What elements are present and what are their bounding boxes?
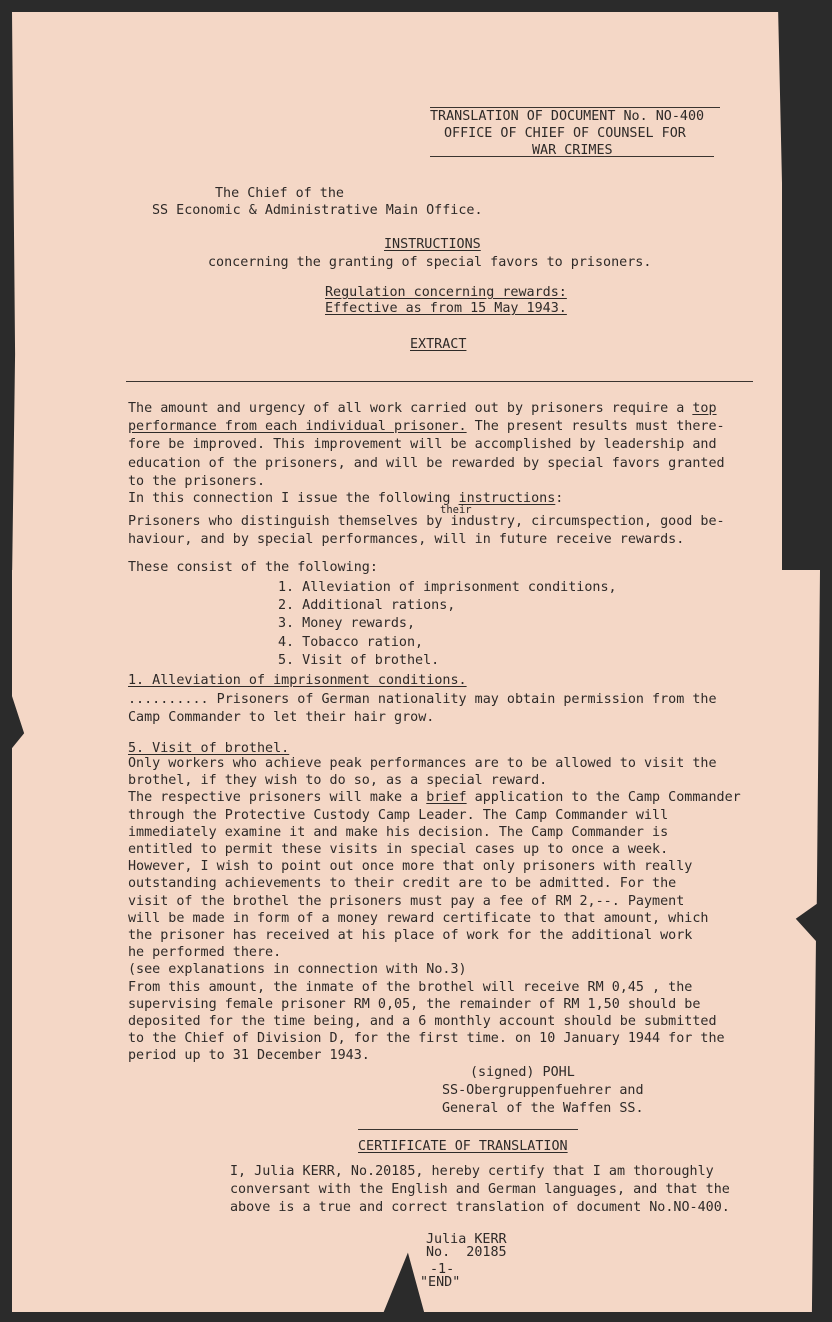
header-bottom-rule — [430, 156, 714, 157]
section-5-line-4: through the Protective Custody Camp Leader. The Camp Commander will — [128, 807, 669, 823]
section-1-line-1: .......... Prisoners of German nationality may obtain permission from the — [128, 692, 717, 707]
section-1-heading: 1. Alleviation of imprisonment conditions. — [128, 673, 467, 688]
intro-paragraph-3 — [128, 513, 725, 549]
certificate-line-3: above is a true and correct translation of document No.NO-400. — [230, 1200, 730, 1216]
signature-rank: SS-Obergruppenfuehrer and — [442, 1083, 644, 1098]
intro-line-5: to the prisoners. — [128, 473, 266, 489]
reward-list-item-2: 2. Additional rations, — [278, 598, 456, 614]
header-line-1: TRANSLATION OF DOCUMENT No. NO-400 — [430, 109, 705, 124]
reward-list — [278, 579, 617, 670]
header-line-2: OFFICE OF CHIEF OF COUNSEL FOR — [444, 126, 686, 141]
reward-list-item-1: 1. Alleviation of imprisonment conditions, — [278, 580, 617, 595]
certificate-name: Julia KERR — [426, 1232, 507, 1247]
section-5-line-13: (see explanations in connection with No.3) — [128, 962, 467, 978]
section-5-line-14: From this amount, the inmate of the brothel will receive RM 0,45 , the — [128, 979, 693, 995]
intro-paragraph-4: These consist of the following: — [128, 560, 378, 575]
signature-title: General of the Waffen SS. — [442, 1101, 644, 1116]
regulation-line-1: Regulation concerning rewards: — [325, 285, 567, 300]
section-5-line-10: will be made in form of a money reward certificate to that amount, which — [128, 910, 709, 926]
certificate-top-rule — [358, 1129, 578, 1130]
section-5-line-5: immediately examine it and make his decision. The Camp Commander is — [128, 824, 669, 840]
intro-paragraph-1 — [128, 400, 725, 491]
end-marker: "END" — [420, 1275, 461, 1290]
section-5-line-8: outstanding achievements to their credit are to be admitted. For the — [128, 876, 677, 892]
intro-line-2b: The present results must there- — [466, 419, 725, 435]
section-5-heading: 5. Visit of brothel. — [128, 741, 290, 756]
certificate-body — [230, 1163, 730, 1218]
section-5-line-16: deposited for the time being, and a 6 monthly account should be submitted — [128, 1014, 717, 1030]
intro-paragraph-2 — [128, 490, 563, 508]
reward-list-item-4: 4. Tobacco ration, — [278, 634, 424, 650]
section-5-line-12: he performed there. — [128, 945, 282, 961]
regulation-line-2: Effective as from 15 May 1943. — [325, 301, 567, 316]
intro-line-4: education of the prisoners, and will be rewarded by special favors granted — [128, 455, 725, 471]
section-5-line-2: brothel, if they wish to do so, as a special reward. — [128, 773, 548, 789]
intro-p2-a: In this connection I issue the following — [128, 491, 459, 506]
intro-p3-line-2: haviour, and by special performances, will in future receive rewards. — [128, 532, 685, 548]
section-5-line-1: Only workers who achieve peak performances are to be allowed to visit the — [128, 756, 717, 771]
section-5-line-3c: application to the Camp Commander — [466, 790, 741, 806]
certificate-number: No. 20185 — [426, 1245, 507, 1260]
sender-line-2: SS Economic & Administrative Main Office. — [152, 203, 483, 218]
reward-list-item-3: 3. Money rewards, — [278, 616, 416, 632]
intro-p2-colon: : — [555, 491, 564, 506]
section-5-line-17: to the Chief of Division D, for the first time. on 10 January 1944 for the — [128, 1031, 725, 1047]
certificate-line-2: conversant with the English and German languages, and that the — [230, 1182, 730, 1198]
certificate-heading: CERTIFICATE OF TRANSLATION — [358, 1139, 568, 1154]
section-5-line-3a: The respective prisoners will make a — [128, 790, 427, 806]
reward-list-item-5: 5. Visit of brothel. — [278, 652, 440, 668]
handwritten-insert-their: their — [440, 504, 472, 516]
intro-p3-line-1: Prisoners who distinguish themselves by industry, circumspection, good be- — [128, 514, 725, 529]
section-5-body — [128, 755, 741, 1065]
intro-line-1a: The amount and urgency of all work carried out by prisoners require a — [128, 401, 693, 416]
intro-top-word: top — [692, 401, 717, 416]
section-5-line-9: visit of the brothel the prisoners must pay a fee of RM 2,--. Payment — [128, 893, 685, 909]
section-5-line-18: period up to 31 December 1943. — [128, 1048, 370, 1064]
certificate-line-1: I, Julia KERR, No.20185, hereby certify that I am thoroughly — [230, 1164, 714, 1179]
section-5-line-6: entitled to permit these visits in special cases up to once a week. — [128, 842, 669, 858]
section-5-brief-word: brief — [426, 790, 467, 806]
intro-p2-instructions: instructions — [458, 491, 556, 506]
extract-rule — [126, 381, 753, 382]
sender-line-1: The Chief of the — [215, 186, 344, 201]
page-number: -1- — [430, 1262, 455, 1277]
section-5-line-7: However, I wish to point out once more that only prisoners with really — [128, 859, 693, 875]
section-5-line-15: supervising female prisoner RM 0,05, the remainder of RM 1,50 should be — [128, 996, 701, 1012]
section-1-body — [128, 691, 717, 727]
instructions-title: INSTRUCTIONS — [384, 237, 481, 252]
header-line-3: WAR CRIMES — [532, 143, 613, 158]
signature-signed: (signed) POHL — [470, 1065, 575, 1080]
section-5-line-11: the prisoner has received at his place of work for the additional work — [128, 928, 693, 944]
intro-line-2a: performance from each individual prisoner. — [128, 419, 467, 435]
intro-line-3: fore be improved. This improvement will be accomplished by leadership and — [128, 437, 717, 453]
section-1-line-2: Camp Commander to let their hair grow. — [128, 710, 435, 726]
extract-label: EXTRACT — [410, 337, 467, 352]
instructions-subtitle: concerning the granting of special favors to prisoners. — [208, 255, 652, 270]
